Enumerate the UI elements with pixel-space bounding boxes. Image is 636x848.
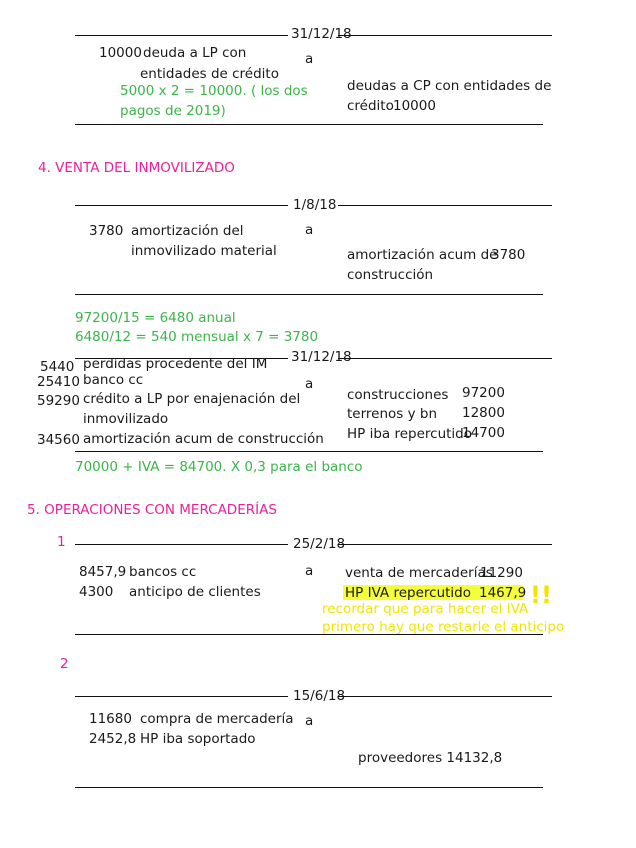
entry2-debit-amount: 3780 (89, 223, 124, 239)
entry1-debit-line1: deuda a LP con (143, 45, 247, 61)
entry3-bottom-line (75, 451, 543, 452)
entry1-credit-line2: crédito (347, 98, 394, 114)
entry4-credit-amount: 1467,9 (479, 585, 527, 601)
entry4-date: 25/2/18 (293, 536, 346, 552)
entry2-bottom-line (75, 294, 543, 295)
entry3-debit-label: amortización acum de construcción (83, 431, 324, 447)
entry3-debit-label: crédito a LP por enajenación del (83, 391, 301, 407)
entry2-debit-line2: inmovilizado material (131, 243, 277, 259)
entry3-debit-label: banco cc (83, 372, 144, 388)
entry4-a: a (305, 563, 314, 579)
entry1-credit-amount: 10000 (393, 98, 436, 114)
entry1-date: 31/12/18 (291, 26, 352, 42)
entry1-top-line-right (338, 35, 552, 36)
entry2-top-line-left (75, 205, 288, 206)
entry3-debit-amount: 5440 (40, 359, 75, 375)
entry4-bottom-line (75, 634, 543, 635)
entry5-debit-label: compra de mercadería (140, 711, 294, 727)
entry2-debit-line1: amortización del (131, 223, 244, 239)
entry4-reminder-line1: recordar que para hacer el IVA (322, 601, 529, 617)
entry4-exclaim: !! (530, 581, 552, 609)
entry1-credit-line1: deudas a CP con entidades de (347, 78, 552, 94)
calc1-line1: 97200/15 = 6480 anual (75, 310, 236, 326)
entry3-debit-amount: 34560 (37, 432, 80, 448)
entry1-debit-amount: 10000 (99, 45, 142, 61)
entry3-debit-label: inmovilizado (83, 411, 169, 427)
entry3-a: a (305, 376, 314, 392)
entry5-a: a (305, 713, 314, 729)
entry4-debit-label: bancos cc (129, 564, 197, 580)
entry3-credit-label: construcciones (347, 387, 449, 403)
entry1-bottom-line (75, 124, 543, 125)
section4-title: 4. VENTA DEL INMOVILIZADO (38, 160, 235, 176)
entry5-debit-amount: 2452,8 (89, 731, 137, 747)
entry5-number: 2 (60, 656, 69, 672)
entry2-credit-amount: 3780 (491, 247, 526, 263)
entry1-note-line1: 5000 x 2 = 10000. ( los dos (120, 83, 308, 99)
entry1-note-line2: pagos de 2019) (120, 103, 226, 119)
entry5-debit-amount: 11680 (89, 711, 132, 727)
entry5-date: 15/6/18 (293, 688, 346, 704)
entry4-debit-amount: 4300 (79, 584, 114, 600)
entry5-debit-label: HP iba soportado (140, 731, 256, 747)
entry4-reminder-line2: primero hay que restarle el anticipo (322, 619, 565, 635)
entry4-number: 1 (57, 534, 66, 550)
entry4-debit-amount: 8457,9 (79, 564, 127, 580)
entry3-credit-amount: 97200 (462, 385, 505, 401)
entry3-top-line-right (338, 358, 552, 359)
entry1-debit-line2: entidades de crédito (140, 66, 279, 82)
entry5-top-line-left (75, 696, 288, 697)
entry2-credit-line2: construcción (347, 267, 434, 283)
entry2-a: a (305, 222, 314, 238)
entry4-credit-label: HP IVA repercutido (345, 585, 472, 601)
entry2-top-line-right (338, 205, 552, 206)
entry3-debit-label: perdidas procedente del IM (83, 356, 268, 372)
entry5-top-line-right (338, 696, 552, 697)
entry1-a: a (305, 51, 314, 67)
entry3-debit-amount: 59290 (37, 393, 80, 409)
entry5-bottom-line (75, 787, 543, 788)
entry4-debit-label: anticipo de clientes (129, 584, 261, 600)
entry3-credit-amount: 12800 (462, 405, 505, 421)
entry4-credit-amount: 11290 (480, 565, 523, 581)
entry4-top-line-left (75, 544, 288, 545)
calc1-line2: 6480/12 = 540 mensual x 7 = 3780 (75, 329, 319, 345)
entry3-date: 31/12/18 (291, 349, 352, 365)
entry4-credit-label: venta de mercaderías (345, 565, 493, 581)
entry2-date: 1/8/18 (293, 197, 337, 213)
entry3-credit-label: HP iba repercutido (347, 426, 473, 442)
section5-title: 5. OPERACIONES CON MERCADERÍAS (27, 502, 277, 518)
entry5-credit-line: proveedores 14132,8 (358, 750, 503, 766)
entry3-credit-amount: 14700 (462, 425, 505, 441)
entry3-credit-label: terrenos y bn (347, 406, 438, 422)
entry4-top-line-right (338, 544, 552, 545)
entry1-top-line-left (75, 35, 288, 36)
entry3-note: 70000 + IVA = 84700. X 0,3 para el banco (75, 459, 363, 475)
entry3-debit-amount: 25410 (37, 374, 80, 390)
entry2-credit-line1: amortización acum de (347, 247, 498, 263)
